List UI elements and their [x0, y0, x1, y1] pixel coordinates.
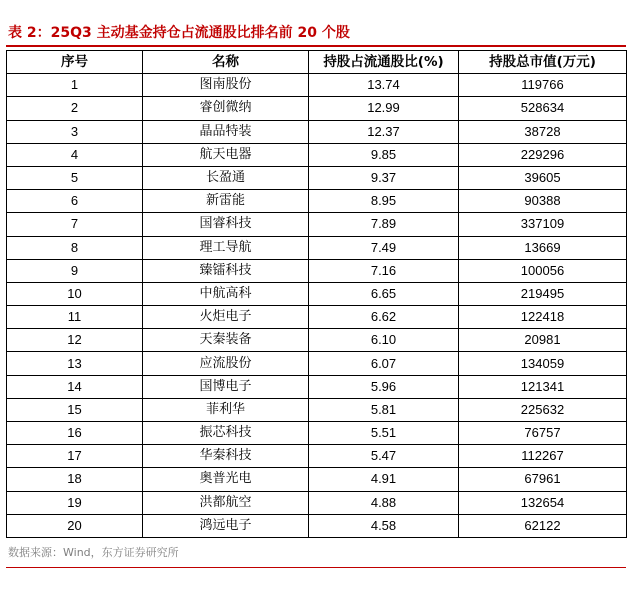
- cell-float-share-ratio: 6.65: [309, 282, 459, 305]
- table-row: [7, 306, 627, 329]
- cell-float-share-ratio: 5.51: [309, 422, 459, 445]
- cell-name: 晶品特装: [143, 120, 309, 143]
- cell-rank: 10: [7, 282, 143, 305]
- cell-rank: 7: [7, 213, 143, 236]
- table-row: [7, 514, 627, 537]
- table-row: [7, 143, 627, 166]
- cell-float-share-ratio: 13.74: [309, 74, 459, 97]
- cell-market-value: 100056: [459, 259, 627, 282]
- cell-market-value: 39605: [459, 166, 627, 189]
- cell-market-value: 122418: [459, 306, 627, 329]
- cell-name: 新雷能: [143, 190, 309, 213]
- cell-name: 国博电子: [143, 375, 309, 398]
- footer-divider: [6, 567, 626, 568]
- table-row: [7, 259, 627, 282]
- table-row: [7, 398, 627, 421]
- cell-market-value: 134059: [459, 352, 627, 375]
- cell-float-share-ratio: 12.99: [309, 97, 459, 120]
- table-header-row: [7, 51, 627, 74]
- table-row: [7, 97, 627, 120]
- cell-rank: 17: [7, 445, 143, 468]
- cell-rank: 19: [7, 491, 143, 514]
- cell-rank: 11: [7, 306, 143, 329]
- fund-holdings-table: [6, 50, 627, 538]
- cell-float-share-ratio: 5.81: [309, 398, 459, 421]
- cell-market-value: 62122: [459, 514, 627, 537]
- cell-rank: 9: [7, 259, 143, 282]
- table-row: [7, 422, 627, 445]
- cell-rank: 15: [7, 398, 143, 421]
- cell-name: 应流股份: [143, 352, 309, 375]
- cell-name: 鸿远电子: [143, 514, 309, 537]
- cell-name: 振芯科技: [143, 422, 309, 445]
- cell-name: 洪都航空: [143, 491, 309, 514]
- cell-float-share-ratio: 4.91: [309, 468, 459, 491]
- cell-name: 中航高科: [143, 282, 309, 305]
- table-row: [7, 166, 627, 189]
- cell-rank: 3: [7, 120, 143, 143]
- cell-name: 睿创微纳: [143, 97, 309, 120]
- cell-float-share-ratio: 5.47: [309, 445, 459, 468]
- cell-rank: 20: [7, 514, 143, 537]
- cell-rank: 8: [7, 236, 143, 259]
- cell-market-value: 13669: [459, 236, 627, 259]
- table-row: [7, 282, 627, 305]
- cell-market-value: 225632: [459, 398, 627, 421]
- cell-rank: 13: [7, 352, 143, 375]
- cell-float-share-ratio: 9.85: [309, 143, 459, 166]
- header-float-share-ratio: 持股占流通股比(%): [309, 51, 459, 74]
- cell-name: 火炬电子: [143, 306, 309, 329]
- table-row: [7, 491, 627, 514]
- cell-rank: 12: [7, 329, 143, 352]
- cell-rank: 14: [7, 375, 143, 398]
- cell-market-value: 219495: [459, 282, 627, 305]
- table-row: [7, 236, 627, 259]
- header-name: 名称: [143, 51, 309, 74]
- header-market-value: 持股总市值(万元): [459, 51, 627, 74]
- cell-name: 图南股份: [143, 74, 309, 97]
- cell-name: 华秦科技: [143, 445, 309, 468]
- cell-float-share-ratio: 9.37: [309, 166, 459, 189]
- table-row: [7, 468, 627, 491]
- cell-market-value: 38728: [459, 120, 627, 143]
- cell-rank: 16: [7, 422, 143, 445]
- table-row: [7, 74, 627, 97]
- cell-float-share-ratio: 6.07: [309, 352, 459, 375]
- cell-market-value: 132654: [459, 491, 627, 514]
- cell-market-value: 67961: [459, 468, 627, 491]
- cell-name: 长盈通: [143, 166, 309, 189]
- cell-rank: 4: [7, 143, 143, 166]
- table-row: [7, 445, 627, 468]
- cell-float-share-ratio: 12.37: [309, 120, 459, 143]
- cell-rank: 5: [7, 166, 143, 189]
- cell-market-value: 112267: [459, 445, 627, 468]
- cell-float-share-ratio: 5.96: [309, 375, 459, 398]
- cell-market-value: 76757: [459, 422, 627, 445]
- cell-rank: 2: [7, 97, 143, 120]
- cell-market-value: 528634: [459, 97, 627, 120]
- cell-market-value: 119766: [459, 74, 627, 97]
- table-body: [7, 74, 627, 538]
- cell-name: 航天电器: [143, 143, 309, 166]
- table-row: [7, 375, 627, 398]
- cell-name: 国睿科技: [143, 213, 309, 236]
- table-row: [7, 352, 627, 375]
- cell-market-value: 20981: [459, 329, 627, 352]
- cell-market-value: 121341: [459, 375, 627, 398]
- cell-name: 理工导航: [143, 236, 309, 259]
- cell-market-value: 229296: [459, 143, 627, 166]
- table-title: 表 2：25Q3 主动基金持仓占流通股比排名前 20 个股: [8, 25, 350, 41]
- cell-float-share-ratio: 4.88: [309, 491, 459, 514]
- cell-float-share-ratio: 7.16: [309, 259, 459, 282]
- cell-name: 奥普光电: [143, 468, 309, 491]
- header-rank: 序号: [7, 51, 143, 74]
- table-row: [7, 329, 627, 352]
- cell-name: 臻镭科技: [143, 259, 309, 282]
- cell-market-value: 90388: [459, 190, 627, 213]
- cell-rank: 1: [7, 74, 143, 97]
- cell-name: 菲利华: [143, 398, 309, 421]
- cell-name: 天秦装备: [143, 329, 309, 352]
- cell-rank: 18: [7, 468, 143, 491]
- table-row: [7, 213, 627, 236]
- title-divider: [6, 45, 626, 47]
- cell-float-share-ratio: 8.95: [309, 190, 459, 213]
- cell-rank: 6: [7, 190, 143, 213]
- cell-float-share-ratio: 7.89: [309, 213, 459, 236]
- cell-float-share-ratio: 6.10: [309, 329, 459, 352]
- cell-float-share-ratio: 7.49: [309, 236, 459, 259]
- table-row: [7, 120, 627, 143]
- table-row: [7, 190, 627, 213]
- cell-float-share-ratio: 6.62: [309, 306, 459, 329]
- cell-market-value: 337109: [459, 213, 627, 236]
- data-source-note: 数据来源：Wind，东方证券研究所: [8, 546, 179, 559]
- cell-float-share-ratio: 4.58: [309, 514, 459, 537]
